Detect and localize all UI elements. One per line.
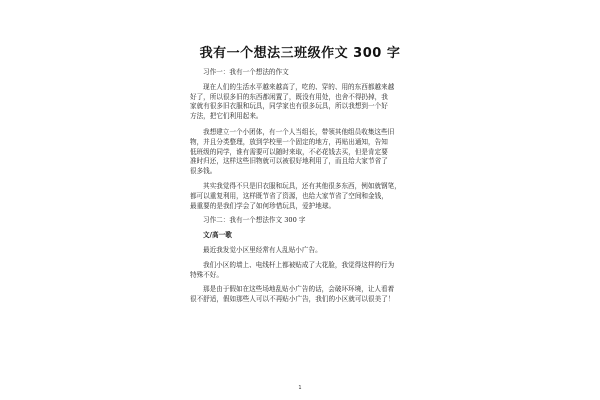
paragraph-line: 现在人们的生活水平越来越高了，吃的、穿的、用的东西都越来越: [203, 82, 395, 91]
paragraph-line: 物，并且分类整理，放到学校里一个固定的地方，再贴出通知，告知: [190, 137, 388, 146]
essay2-heading: 习作二：我有一个想法作文 300 字: [203, 216, 306, 225]
paragraph-line: 家就有很多旧衣服和玩具，同学家也有很多玩具，所以我想到一个好: [190, 102, 388, 111]
paragraph-line: 最近我发觉小区里经常有人乱贴小广告。: [203, 245, 322, 254]
paragraph-line: 那是由于假如在这些场地乱贴小广告的话，会破坏环境，让人看着: [203, 285, 395, 294]
paragraph-line: 方法，把它们利用起来。: [190, 112, 263, 121]
essay1-paragraph-2: [190, 128, 415, 177]
essay2-paragraph-3: [190, 285, 415, 305]
essay2-byline: 文/高一歌: [203, 231, 232, 240]
essay2-paragraph-1: [190, 246, 415, 256]
paragraph-line: 特殊不好。: [190, 270, 223, 279]
paragraph-line: 都可以重复利用，这样既节省了资源，也给大家节省了空间和金钱，: [190, 191, 388, 200]
paragraph-line: 其实我觉得不只是旧衣服和玩具，还有其他很多东西，例如就钢笔，: [203, 181, 401, 190]
essay2-paragraph-2: [190, 261, 415, 281]
paragraph-line: 我想建立一个小团体，有一个人当组长，带领其他组员收集这些旧: [203, 127, 395, 136]
essay1-paragraph-1: [190, 83, 415, 122]
paragraph-line: 我们小区的墙上、电线杆上都被贴成了大花脸，我觉得这样的行为: [203, 260, 395, 269]
paragraph-line: 低班级的同学，谁有需要可以随时来取，不必花钱去买，但是肯定要: [190, 147, 388, 156]
paragraph-line: 准时归还，这样这些旧物就可以被很好地利用了，而且给大家节省了: [190, 157, 388, 166]
document-title: 我有一个想法三班级作文 300 字: [199, 46, 401, 61]
essay1-paragraph-3: [190, 182, 415, 211]
paragraph-line: 很不舒适，假如那些人可以不再贴小广告，我们的小区就可以很美了！: [190, 295, 395, 304]
paragraph-line: 很多钱。: [190, 167, 217, 176]
paragraph-line: 好了，所以很多旧的东西都闲置了，既没有用处，也舍不得扔掉，我: [190, 92, 388, 101]
paragraph-line: 最重要的是我们学会了如何珍惜玩具，爱护地球。: [190, 201, 336, 210]
document-body: [190, 68, 415, 305]
essay1-heading: 习作一：我有一个想法的作文: [203, 68, 289, 76]
page-number: 1: [298, 385, 302, 391]
